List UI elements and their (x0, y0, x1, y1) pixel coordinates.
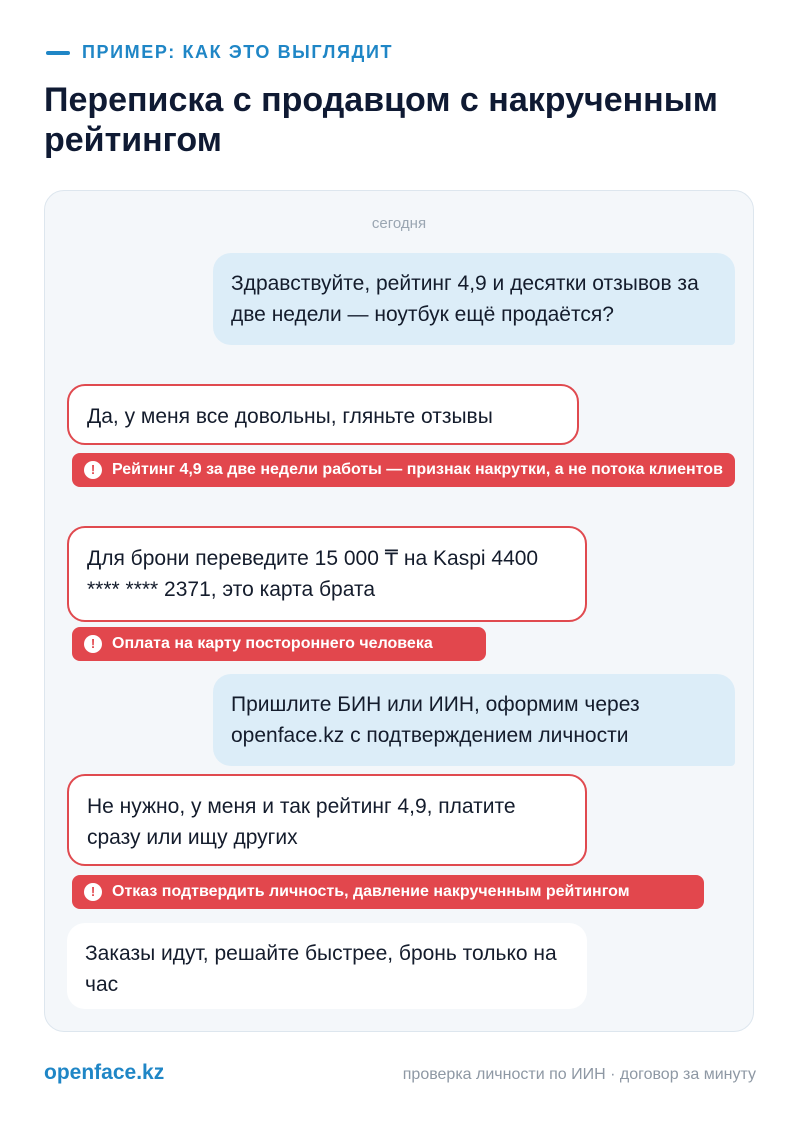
footer-tagline: проверка личности по ИИН · договор за минуту (402, 1066, 756, 1083)
exclamation-circle-icon: ! (84, 461, 102, 479)
warning-text-3: Отказ подтвердить личность, давление накрученным рейтингом (112, 883, 630, 900)
warning-badge-3 (72, 875, 704, 909)
warning-text-1: Рейтинг 4,9 за две недели работы — признак накрутки, а не потока клиентов (112, 461, 723, 478)
eyebrow-label: ПРИМЕР: КАК ЭТО ВЫГЛЯДИТ (82, 42, 394, 62)
exclamation-circle-icon: ! (84, 883, 102, 901)
warning-text-2: Оплата на карту постороннего человека (112, 635, 433, 652)
outgoing-message-1: Здравствуйте, рейтинг 4,9 и десятки отзывов за две недели — ноутбук ещё продаётся? (213, 253, 735, 345)
incoming-message-1: Да, у меня все довольны, гляньте отзывы (67, 384, 579, 445)
warning-badge-2 (72, 627, 486, 661)
chat-window (44, 190, 754, 1032)
date-divider: сегодня (371, 215, 427, 232)
warning-badge-1 (72, 453, 735, 487)
exclamation-circle-icon: ! (84, 635, 102, 653)
incoming-message-2: Для брони переведите 15 000 ₸ на Kaspi 4400 **** **** 2371, это карта брата (67, 526, 587, 622)
eyebrow-accent-bar (46, 51, 70, 55)
incoming-message-3: Не нужно, у меня и так рейтинг 4,9, платите сразу или ищу других (67, 774, 587, 866)
eyebrow (46, 42, 393, 63)
brand-logo-text: openface.kz (44, 1061, 165, 1084)
incoming-message-4: Заказы идут, решайте быстрее, бронь только на час (67, 923, 587, 1009)
page-title: Переписка с продавцом с накрученным рейтингом (44, 81, 718, 159)
outgoing-message-2: Пришлите БИН или ИИН, оформим через openface.kz с подтверждением личности (213, 674, 735, 766)
